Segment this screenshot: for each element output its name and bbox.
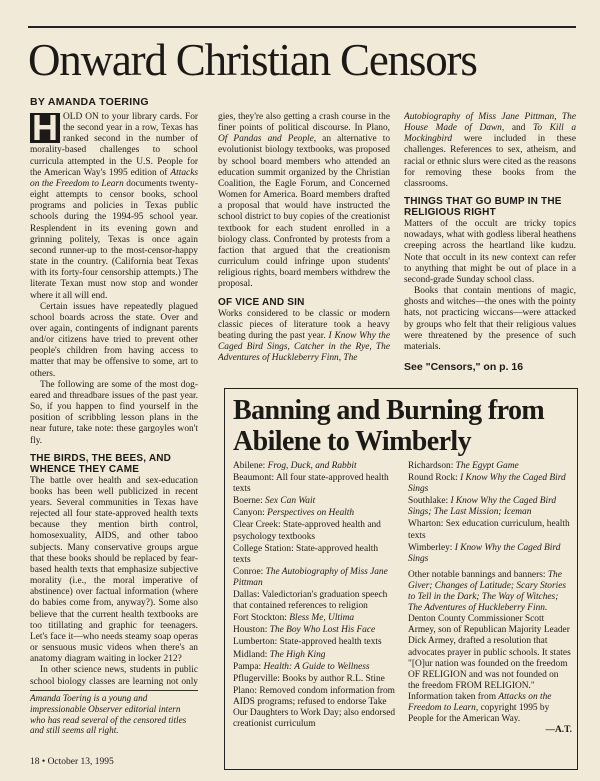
article-column-1 (30, 112, 198, 686)
paragraph: Matters of the occult are tricky topics nowadays, what with godless liberal heathens creeping across the heartland like kudzu. Note that occult in its new context can refer to anything that might be out of place in a second-grade Sunday school class. (404, 219, 576, 285)
entry-text: Health: A Guide to Wellness (263, 661, 370, 672)
subheading: THE BIRDS, THE BEES, AND WHENCE THEY CAME (30, 452, 172, 475)
book-titles: The Giver; Changes of Latitude; Scary Stories to Tell in the Dark; The Way of Witches; The Adventures of Huckleberry Finn. (408, 569, 567, 614)
entry-place: Boerne: (233, 496, 263, 507)
article-column-3 (404, 112, 576, 382)
entry-place: Canyon: (233, 508, 265, 519)
headline: Onward Christian Censors (28, 35, 477, 85)
book-titles: Autobiography of Miss Jane Pittman, The House Made of Dawn, (404, 112, 576, 134)
sidebar-entry (408, 519, 572, 541)
entry-place: Pampa: (233, 661, 262, 672)
text: documents twenty-eight attempts to censor books, school programs and policies in Texas public schools during the 1994-95 school year. Resplendent in its evening gown and grinning politely, Texas is once again second runner-up to the most-censor-happy state in the country. (California beat Texas with its forty-four censorship attempts.) The literate Texan must now stop and wonder where it all will end. (30, 178, 198, 301)
paragraph: The battle over health and sex-education books has been well publicized in recent years. Several communities in Texas have rejected all four state-approved health texts because they mention birth control, homosexuality, AIDS, and other taboo subjects. Many conservative groups argue that these books should be replaced by fear-based health texts that emphasize subjective morality (i.e., the moral imperative of abstinence) over factual information (where do babies come from, anyway?). Some also believe that the current health textbooks are too titillating and graphic for teenagers. Let's face it—who needs steamy soap operas or sensuous music videos when there's an anatomy diagram waiting in locker 212? (30, 475, 198, 665)
top-rule (28, 26, 576, 28)
article-column-2 (218, 112, 390, 382)
sidebar-entry (233, 625, 398, 636)
continuation-reference: See "Censors," on p. 16 (404, 360, 524, 373)
drop-cap: H (32, 112, 58, 148)
book-title: Attacks on the Freedom to Learn (30, 167, 198, 189)
entry-text: The Autobiography of Miss Jane Pittman (233, 566, 388, 588)
entry-place: Pflugerville: (233, 673, 280, 684)
sidebar-entry (233, 590, 398, 612)
entry-place: Richardson: (408, 461, 454, 471)
entry-place: Midland: (233, 649, 268, 660)
entry-text: State-approved health texts (233, 543, 379, 565)
entry-text: Perspectives on Health (267, 508, 355, 519)
entry-text: Sex Can Wait (265, 496, 316, 507)
sidebar-list-left (233, 461, 398, 767)
sidebar-entry (233, 544, 398, 566)
sidebar-entry (233, 637, 398, 648)
sidebar-entry (233, 496, 398, 507)
entry-place: Beaumont: (233, 473, 275, 484)
book-titles: I Know Why the Caged Bird Sings, Catcher in the Rye, The Adventures of Huckleberry Finn, The (218, 330, 390, 364)
text: gies, they're also getting a crash course in the finer points of political discourse. In Plano, (218, 112, 390, 134)
sidebar-entry (408, 496, 572, 518)
author-bio: Amanda Toering is a young and impressionable Observer editorial intern who has read several of the censored titles and still seems all right. (30, 693, 187, 736)
other-bannings (408, 570, 572, 725)
entry-place: Fort Stockton: (233, 613, 287, 624)
sidebar-entry (233, 508, 398, 519)
paragraph (30, 112, 198, 302)
sidebar-entries (408, 461, 572, 565)
entry-text: The High King (269, 649, 326, 660)
sidebar-list-right (408, 461, 572, 767)
entry-place: Southlake: (408, 496, 449, 507)
subheading: OF VICE AND SIN (218, 296, 305, 308)
entry-place: Lumberton: (233, 637, 278, 648)
sidebar-entry (233, 520, 398, 542)
sidebar-entry (233, 567, 398, 589)
sidebar-entry (233, 674, 398, 685)
paragraph (218, 112, 390, 291)
entry-place: Wharton: (408, 519, 444, 530)
entry-text: Bless Me, Ultima (289, 613, 355, 624)
text: Denton County Commissioner Scott Armey, son of Republican Majority Leader Dick Armey, drafted a resolution that advocates prayer in public schools. It states "[O]ur nation was founded on the freedom OF RELIGION and was not founded on the freedom FROM RELIGION." Information taken from (408, 614, 571, 702)
source-title: Attacks on the Freedom to Learn (408, 691, 552, 713)
text: were included in these challenges. References to sex, atheism, and racial or ethnic slurs were cited as the reasons for removing these books from the classrooms. (404, 134, 576, 189)
sidebar-entry (233, 686, 398, 730)
entry-text: Frog, Duck, and Rabbit (267, 461, 357, 471)
entry-text: All four state-approved health texts (233, 473, 389, 495)
entry-place: Plano: (233, 685, 257, 696)
entry-text: State-approved health and psychology textbooks (233, 520, 381, 542)
text: , copyright 1995 by People for the American Way. (408, 702, 550, 725)
entry-place: Conroe: (233, 566, 264, 577)
sidebar-entry (408, 461, 572, 472)
entry-text: The Egypt Game (455, 461, 519, 471)
sidebar-box (224, 388, 578, 770)
book-title: To Kill a Mockingbird (404, 123, 576, 145)
entry-place: College Station: (233, 543, 294, 554)
entry-place: Houston: (233, 625, 268, 636)
sidebar-entry (233, 461, 398, 472)
entry-text: I Know Why the Caged Bird Sings; The Last Mission; Iceman (408, 496, 557, 518)
byline: BY AMANDA TOERING (30, 96, 149, 108)
sidebar-entry (233, 473, 398, 495)
entry-place: Abilene: (233, 461, 266, 471)
page-footer: 18 • October 13, 1995 (30, 757, 114, 767)
sidebar-title: Banning and Burning from Abilene to Wimberly (233, 395, 545, 457)
entry-text: State-approved health texts (279, 637, 382, 648)
sidebar-entry (408, 543, 572, 565)
subheading: THINGS THAT GO BUMP IN THE RELIGIOUS RIGHT (404, 196, 562, 219)
paragraph (404, 112, 576, 190)
paragraph: Books that contain mentions of magic, ghosts and witches—the ones with the pointy hats, not practicing wiccans—were attacked by groups who felt that their religious values were threatened by the presence of such materials. (404, 286, 576, 352)
entry-text: I Know Why the Caged Bird Sings (408, 542, 561, 564)
paragraph (218, 309, 390, 365)
text: , an alternative to evolutionist biology textbooks, was proposed by school board members who attended an education summit organized by the Christian Coalition, the Eagle Forum, and Concerned Women for America. Board members drafted a proposal that would have instructed the school district to buy copies of the creationist textbook for each student enrolled in a biology class. Confronted by protests from a faction that argued that the creationism curriculum could infringe upon students' religious rights, board members withdrew the proposal. (218, 134, 390, 290)
entry-place: Dallas: (233, 590, 260, 601)
signature: —A.T. (545, 725, 572, 736)
text: Works considered to be classic or modern classic pieces of literature took a heavy beating during the past year. (218, 308, 390, 341)
entry-text: I Know Why the Caged Bird Sings (408, 473, 566, 495)
book-title: Of Pandas and People (218, 134, 314, 145)
sidebar-entry (233, 662, 398, 673)
entry-text: Removed condom information from AIDS programs; refused to endorse Take Our Daughters to Work Day; also endorsed creationist curriculum (233, 685, 396, 730)
entry-place: Clear Creek: (233, 520, 281, 531)
sidebar-entry (233, 650, 398, 661)
text: Other notable bannings and banners: (408, 569, 546, 580)
entry-text: Sex education curriculum, health texts (408, 519, 570, 541)
paragraph: The following are some of the most dog-eared and threadbare issues of the past year. So, if you happen to find yourself in the position of scribbling lesson plans in the near future, take note: these gargoyles won't fly. (30, 379, 198, 446)
sidebar-entry (233, 613, 398, 624)
paragraph: Certain issues have repeatedly plagued school boards across the state. Over and over again, contingents of indignant parents and/or citizens have tried to prevent other people's children from having access to matter that may be offensive to some, art to others. (30, 301, 198, 379)
text: OLD ON to your library cards. For the second year in a row, Texas has ranked second in the number of morality-based challenges to school curricula attempted in the U.S. People for the American Way's 1995 edition of (30, 112, 198, 178)
entry-text: Books by author R.L. Stine (282, 673, 385, 684)
text: and (511, 123, 526, 134)
bio-rule (30, 690, 198, 691)
sidebar-entry (408, 473, 572, 495)
entry-text: The Boy Who Lost His Face (269, 625, 376, 636)
entry-text: Valedictorian's graduation speech that contained references to religion (233, 590, 388, 612)
paragraph: In other science news, students in public school biology classes are learning not only (30, 665, 198, 686)
entry-place: Wimberley: (408, 542, 453, 553)
entry-place: Round Rock: (408, 473, 458, 484)
